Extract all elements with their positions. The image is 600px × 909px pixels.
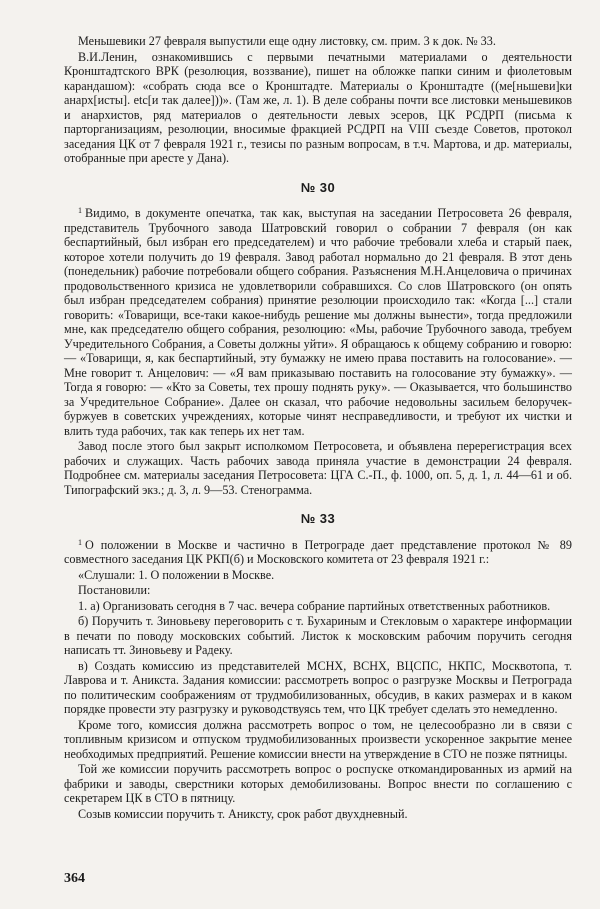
- intro-paragraph-1: Меньшевики 27 февраля выпустили еще одну листовку, см. прим. 3 к док. № 33.: [78, 34, 496, 48]
- doc-30-paragraph-2: Завод после этого был закрыт исполкомом Петросовета, и объявлена перерегистрация всех рабочих и служащих. Часть рабочих завода приняла участие в демонстрации 24 февраля. Подробнее см. материалы заседания Петросовета: ЦГА С.-П., ф. 1000, оп. 5, д. 1, л. 44—61 и об. Типографский экз.; д. 3, л. 9—53. Стенограмма.: [64, 439, 572, 497]
- doc-30-paragraph-1: [64, 204, 572, 438]
- doc-30-paragraph-1-text: Видимо, в документе опечатка, так как, выступая на заседании Петросовета 26 февраля, представитель Трубочного завода Шатровский говорил о собрании 7 февраля (он как беспартийный, был избран его председателем) и что рабочие требовали хлеба и старый паек, которое хотели получить до 19 февраля. Завод работал нормально до 21 февраля. В этот день (понедельник) рабочие потребовали общего собрания. Разъяснения М.Н.Анцеловича о причинах продовольственного кризиса не удовлетворили собравшихся. Со слов Шатровского (он опять был избран председателем собрания) принятие резолюции происходило так: «Когда [...] стали говорить: «Товарищи, все-таки какое-нибудь решение мы должны вынести», тогда предложили мне, как председателю общего собрания, резолюцию: «Мы, рабочие Трубочного завода, требуем Учредительного Собрания, а Советы должны уйти». Я обращаюсь к общему собранию и говорю: — «Товарищи, я, как беспартийный, эту бумажку не имею права поставить на голосование». — Мне говорит т. Анцелович: — «Я вам приказываю поставить на голосование эту бумажку». — Тогда я говорю: — «Кто за Советы, тех прошу поднять руку». — Оказывается, что большинство за Учредительное Собрание». Далее он сказал, что рабочие недовольны засильем белоручек-буржуев в советских учреждениях, которые чинят несправедливости, и требуют их чистки и влить туда рабочих, так как теперь их нет там.: [64, 206, 572, 438]
- doc-33-paragraph-7: Кроме того, комиссия должна рассмотреть вопрос о том, не целесообразно ли в связи с топливным кризисом и отпуском трудмобилизованных произвести ускоренное закрытие менее необходимых предприятий. Решение комиссии внести на утверждение в СТО не позже пятницы.: [64, 717, 572, 761]
- doc-33-paragraph-3: Постановили:: [78, 583, 151, 597]
- doc-33-header: № 33: [300, 511, 336, 526]
- doc-30-section: [64, 204, 572, 497]
- doc-33-paragraph-1-text: О положении в Москве и частично в Петрограде дает представление протокол № 89 совместного заседания ЦК РКП(б) и Московского комитета от 23 февраля 1921 г.:: [64, 537, 572, 566]
- doc-30-header: № 30: [300, 179, 336, 195]
- footnote-marker: 1: [78, 537, 82, 547]
- doc-33-section: [64, 536, 572, 822]
- doc-33-paragraph-6: в) Создать комиссию из представителей МСНХ, ВСНХ, ВЦСПС, НКПС, Москвотопа, т. Лаврова и т. Аникста. Задания комиссии: рассмотреть вопрос о разгрузке Москвы и Петрограда по политическим соображениям от трудмобилизованных, обсудив, в каких размерах и в каком порядке провести эту разгрузку и руководствуясь тем, что ЦК требует сделать это немедленно.: [64, 658, 572, 716]
- doc-33-paragraph-8: Той же комиссии поручить рассмотреть вопрос о роспуске откомандированных из армий на фабрики и заводы, сверстники которых демобилизованы. Вопрос внести по соглашению с секретарем ЦК в СТО в пятницу.: [64, 762, 572, 805]
- doc-33-paragraph-1: [64, 536, 572, 567]
- footnote-marker: 1: [78, 206, 82, 215]
- doc-33-paragraph-5: б) Поручить т. Зиновьеву переговорить с т. Бухариным и Стекловым о характере информации в печати по поводу московских событий. Листок к московским рабочим поручить сегодня написать тт. Зиновьеву и Радеку.: [64, 614, 572, 657]
- doc-33-paragraph-4: 1. а) Организовать сегодня в 7 час. вечера собрание партийных ответственных работников.: [78, 598, 551, 613]
- intro-section: [64, 34, 572, 166]
- intro-paragraph-2: В.И.Ленин, ознакомившись с первыми печатными материалами о деятельности Кронштадтского ВРК (резолюция, воззвание), пишет на обложке папки синим и фиолетовым карандашом): «собрать сюда все о Кронштадте. Материалы о Кронштадте ((ме[ньшеви]ки анарх[исты]. etc[и так далее]))». (Там же, л. 1). В деле собраны почти все листовки меньшевиков и анархистов, ряд материалов о деятельности левых эсеров, ЦК РСДРП (письма к парторганизациям, резолюции, вносимые фракцией РСДРП на VIII съезде Советов, протокол заседания ЦК от 7 февраля 1921 г., тезисы по разным вопросам, в т.ч. Мартова, и др. материалы, отобранные при аресте у Дана).: [64, 49, 572, 165]
- page-number: 364: [64, 871, 85, 886]
- doc-33-paragraph-9: Созыв комиссии поручить т. Аниксту, срок работ двухдневный.: [78, 806, 408, 821]
- doc-33-paragraph-2: «Слушали: 1. О положении в Москве.: [78, 567, 275, 582]
